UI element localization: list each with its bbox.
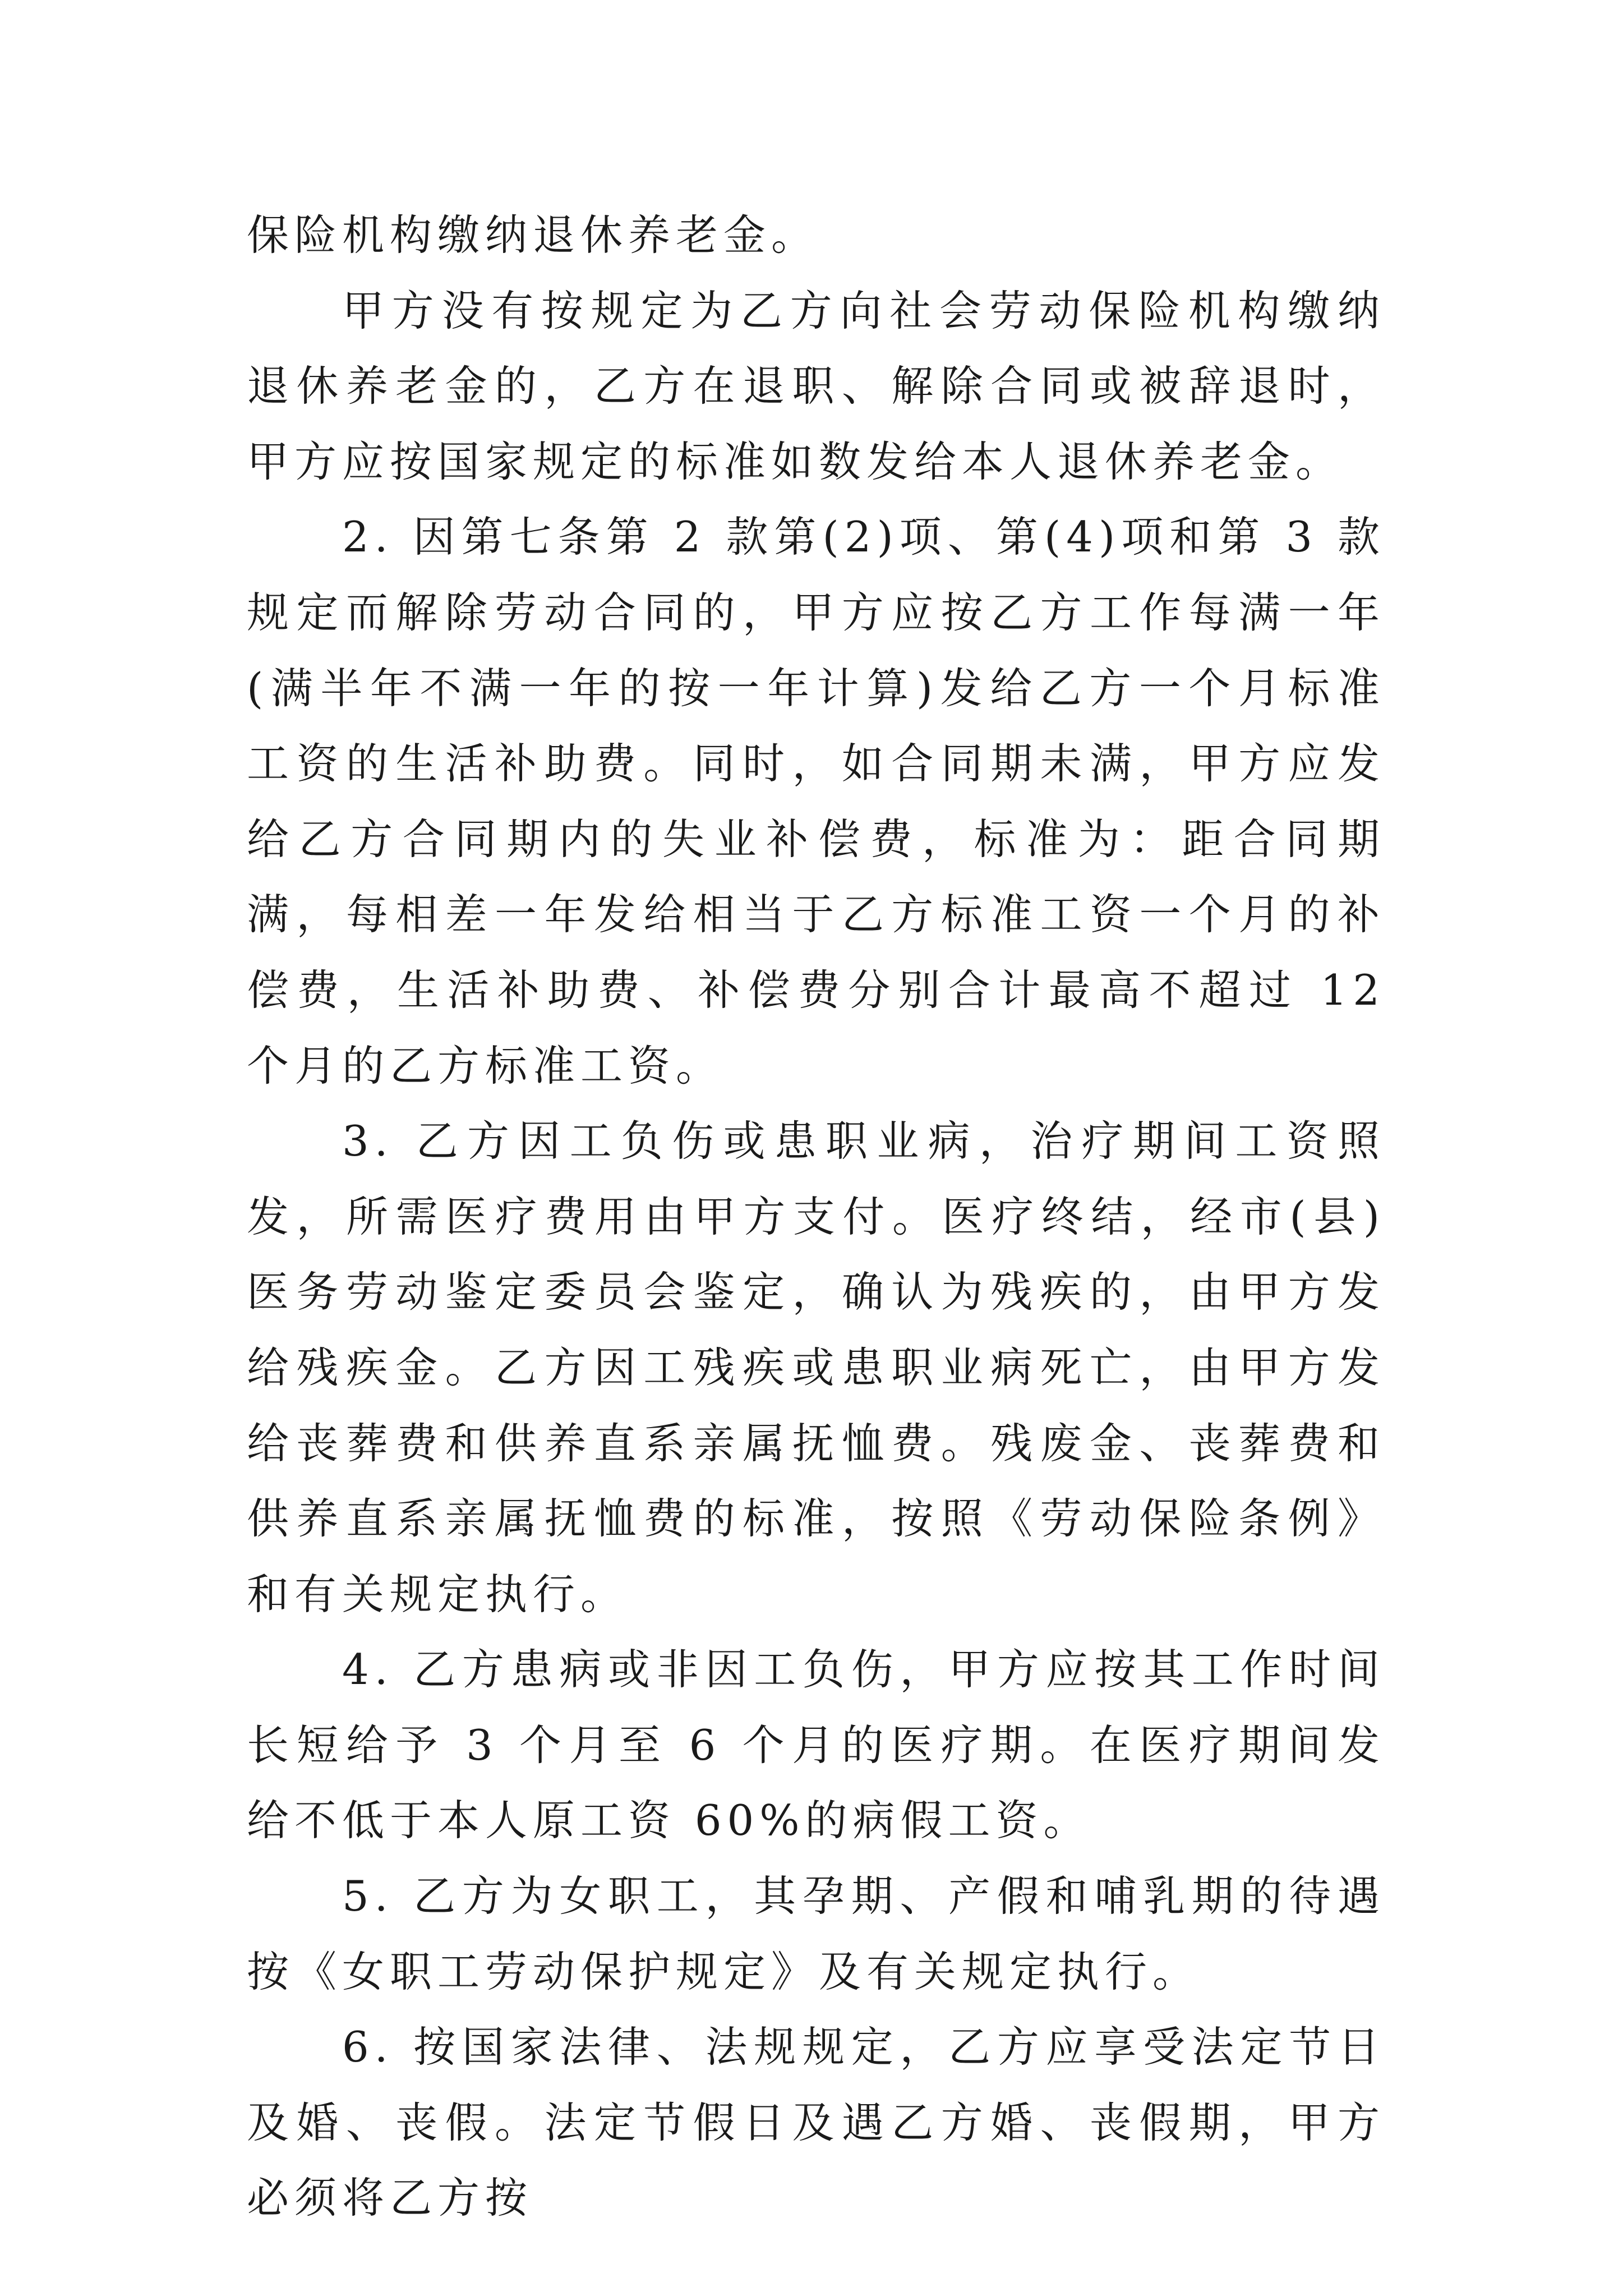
paragraph-7: 6. 按国家法律、法规规定，乙方应享受法定节日及婚、丧假。法定节假日及遇乙方婚、丧假期，甲方必须将乙方按 (247, 2022, 1385, 2223)
paragraph-5: 4. 乙方患病或非因工负伤，甲方应按其工作时间长短给予 3 个月至 6 个月的医疗期。在医疗期间发给不低于本人原工资 60%的病假工资。 (247, 1645, 1385, 1846)
paragraph-2: 甲方没有按规定为乙方向社会劳动保险机构缴纳退休养老金的，乙方在退职、解除合同或被辞退时，甲方应按国家规定的标准如数发给本人退休养老金。 (247, 286, 1385, 486)
document-body (247, 197, 1404, 2236)
paragraph-3: 2. 因第七条第 2 款第(2)项、第(4)项和第 3 款规定而解除劳动合同的，甲方应按乙方工作每满一年(满半年不满一年的按一年计算)发给乙方一个月标准工资的生活补助费。同时，如合同期未满，甲方应发给乙方合同期内的失业补偿费，标准为：距合同期满，每相差一年发给相当于乙方标准工资一个月的补偿费，生活补助费、补偿费分别合计最高不超过 12 个月的乙方标准工资。 (247, 512, 1404, 1091)
paragraph-1: 保险机构缴纳退休养老金。 (247, 210, 819, 260)
paragraph-6: 5. 乙方为女职工，其孕期、产假和哺乳期的待遇按《女职工劳动保护规定》及有关规定执行。 (247, 1871, 1385, 1996)
paragraph-4: 3. 乙方因工负伤或患职业病，治疗期间工资照发，所需医疗费用由甲方支付。医疗终结，经市(县)医务劳动鉴定委员会鉴定，确认为残疾的，由甲方发给残疾金。乙方因工残疾或患职业病死亡，由甲方发给丧葬费和供养直系亲属抚恤费。残废金、丧葬费和供养直系亲属抚恤费的标准，按照《劳动保险条例》和有关规定执行。 (247, 1116, 1385, 1619)
